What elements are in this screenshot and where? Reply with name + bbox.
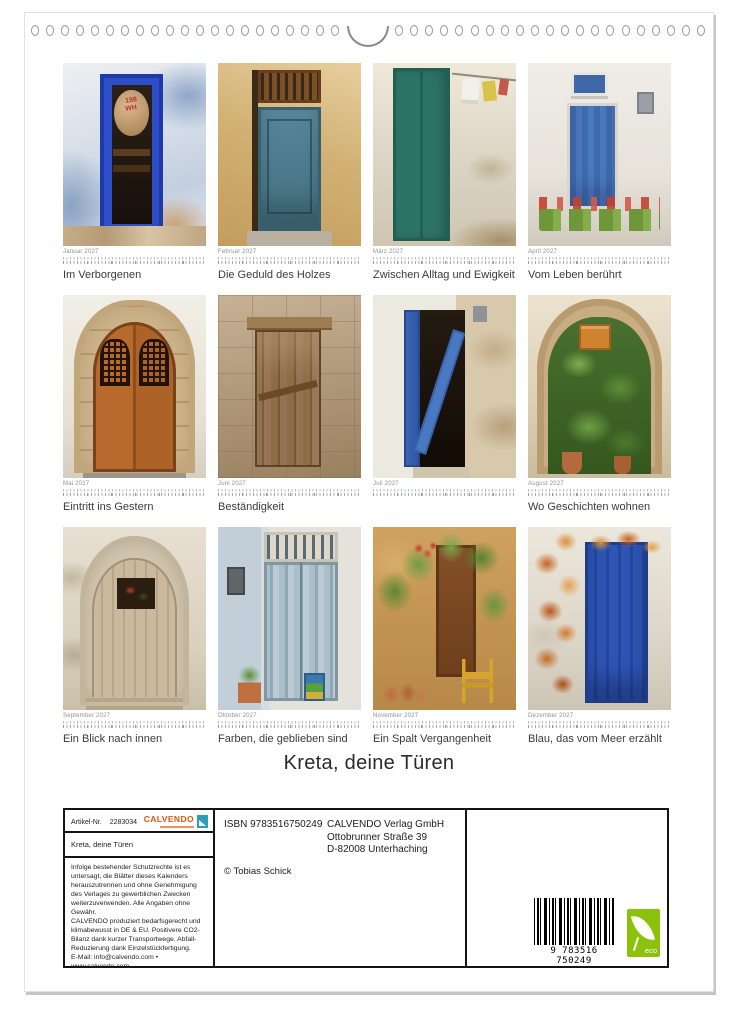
article-number-value: 2283034 — [109, 819, 137, 826]
legal-paragraph-1: Infolge bestehender Schutzrechte ist es untersagt, die Blätter dieses Kalenders herauszutrennen und ohne Genehmigung des Verlages zu gewerblichen Zwecken weiterzuverwenden. Alle Angaben ohne Gewähr. — [71, 864, 197, 916]
photo-august — [528, 295, 671, 478]
thumbnail-caption: Die Geduld des Holzes — [218, 269, 331, 281]
painted-box — [304, 673, 325, 700]
publisher-street: Ottobrunner Straße 39 — [327, 831, 428, 843]
iron-grille-right — [139, 339, 169, 387]
isbn-text: ISBN 9783516750249 — [224, 819, 323, 830]
eco-logo — [627, 909, 660, 957]
month-label: September 2027 — [63, 713, 111, 719]
door — [264, 562, 338, 701]
calvendo-icon — [197, 815, 208, 828]
info-box-right-column — [465, 810, 667, 966]
calendar-back-page — [24, 12, 714, 992]
thumbnail-caption: Zwischen Alltag und Ewigkeit — [373, 269, 515, 281]
calvendo-logo — [144, 815, 208, 828]
calendar-thumbnail-juli — [373, 295, 516, 506]
flower-pots — [539, 209, 659, 231]
terracotta-pots — [379, 677, 428, 706]
plant-pot — [238, 666, 261, 703]
crate — [579, 324, 610, 350]
thumbnail-caption: Blau, das vom Meer erzählt — [528, 733, 662, 745]
month-label: April 2027 — [528, 249, 558, 255]
calvendo-tagline-line — [160, 826, 194, 828]
barcode-bars — [534, 898, 614, 945]
photo-november — [373, 527, 516, 710]
info-box-left-column — [65, 810, 215, 970]
legal-website: www.calvendo.com — [71, 962, 130, 970]
autumn-vines-top — [585, 527, 664, 567]
window — [571, 72, 608, 96]
month-label: Dezember 2027 — [528, 713, 574, 719]
thumbnail-caption: Ein Blick nach innen — [63, 733, 163, 745]
photo-maerz — [373, 63, 516, 246]
photo-mai — [63, 295, 206, 478]
calendar-thumbnail-september — [63, 527, 206, 745]
step — [83, 473, 186, 478]
month-label: Juli 2027 — [373, 481, 399, 487]
mini-date-strip — [373, 257, 516, 264]
mini-date-strip — [63, 257, 206, 264]
legal-text-cell — [65, 858, 213, 978]
month-label: August 2027 — [528, 481, 564, 487]
mini-date-strip — [528, 489, 671, 496]
mini-date-strip — [218, 489, 361, 496]
article-number-cell — [65, 810, 213, 833]
calendar-thumbnail-november — [373, 527, 516, 745]
foliage — [379, 531, 511, 666]
mini-date-strip — [528, 257, 671, 264]
month-label: Juni 2027 — [218, 481, 246, 487]
mini-date-strip — [218, 721, 361, 728]
flower-pot — [562, 452, 582, 474]
laundry-yellow — [482, 81, 497, 102]
barrel-text-line2: WH — [125, 104, 138, 114]
hanger-hook — [347, 26, 389, 47]
door — [567, 103, 618, 209]
photo-september — [63, 527, 206, 710]
month-label: Februar 2027 — [218, 249, 257, 255]
ean-barcode — [531, 898, 617, 966]
transom-grille — [258, 70, 321, 103]
thumbnail-caption: Vom Leben berührt — [528, 269, 622, 281]
info-box — [63, 808, 669, 968]
laundry-white — [461, 77, 480, 104]
calendar-thumbnail-april — [528, 63, 671, 281]
photo-juni — [218, 295, 361, 478]
photo-dezember — [528, 527, 671, 710]
mini-date-strip — [373, 721, 516, 728]
legal-email: E-Mail: info@calvendo.com • — [71, 953, 159, 961]
door-window — [117, 578, 154, 609]
calvendo-wordmark: CALVENDO — [143, 814, 194, 824]
lintel — [247, 317, 333, 330]
mini-date-strip — [528, 721, 671, 728]
calendar-thumbnail-dezember — [528, 527, 671, 745]
electric-meter — [473, 306, 487, 322]
iron-grille-left — [100, 339, 130, 387]
shelf — [113, 149, 150, 156]
mini-date-strip — [63, 721, 206, 728]
threshold — [413, 467, 470, 478]
barrel — [114, 90, 148, 136]
publisher-address — [327, 819, 444, 857]
calendar-thumbnail-august — [528, 295, 671, 513]
flower-pot — [614, 456, 631, 474]
month-thumbnail-grid — [63, 63, 671, 745]
eco-label: eco — [644, 946, 657, 955]
red-flowers — [410, 538, 439, 564]
calendar-thumbnail-februar — [218, 63, 361, 281]
barcode-digits: 9 783516 750249 — [550, 946, 598, 966]
electric-meter — [227, 567, 246, 594]
transom-grille — [264, 532, 338, 561]
month-label: Mai 2027 — [63, 481, 90, 487]
yellow-chair — [462, 659, 493, 703]
calendar-thumbnail-mai — [63, 295, 206, 513]
door-jamb — [252, 70, 258, 231]
barrel-text-line1: 198 — [125, 96, 138, 106]
photo-februar — [218, 63, 361, 246]
steps — [86, 697, 183, 710]
page-title: Kreta, deine Türen — [283, 752, 455, 774]
month-label: November 2027 — [373, 713, 419, 719]
month-label: Oktober 2027 — [218, 713, 257, 719]
mini-date-strip — [373, 489, 516, 496]
copyright-text: © Tobias Schick — [224, 866, 292, 877]
laundry-red — [498, 79, 509, 97]
publisher-city: D-82008 Unterhaching — [327, 844, 428, 855]
publisher-name: CALVENDO Verlag GmbH — [327, 819, 445, 830]
spiral-binding — [25, 13, 713, 53]
photo-januar — [63, 63, 206, 246]
electric-meter — [637, 92, 654, 114]
mini-date-strip — [63, 489, 206, 496]
legal-paragraph-2: CALVENDO produziert bedarfsgerecht und klimabewusst in DE & EU. Positivere CO2-Bilanz dank kurzer Transportwege. Abfall-Reduzierung dank Einzelstückfertigung. — [71, 917, 201, 952]
step — [247, 231, 333, 246]
autumn-vines — [528, 527, 591, 710]
thumbnail-caption: Farben, die geblieben sind — [218, 733, 348, 745]
thumbnail-caption: Wo Geschichten wohnen — [528, 501, 651, 513]
month-label: Januar 2027 — [63, 249, 99, 255]
calendar-thumbnail-juni — [218, 295, 361, 513]
calendar-thumbnail-januar — [63, 63, 206, 281]
photo-juli — [373, 295, 516, 478]
door — [258, 107, 321, 231]
info-box-middle-column — [215, 810, 465, 966]
thumbnail-caption: Ein Spalt Vergangenheit — [373, 733, 492, 745]
stone-rubble — [63, 226, 206, 246]
photo-oktober — [218, 527, 361, 710]
article-number-label: Artikel-Nr. — [71, 819, 102, 826]
photo-april — [528, 63, 671, 246]
mini-date-strip — [218, 257, 361, 264]
month-label: März 2027 — [373, 249, 404, 255]
calendar-thumbnail-maerz — [373, 63, 516, 281]
thumbnail-caption: Eintritt ins Gestern — [63, 501, 154, 513]
door — [393, 68, 450, 240]
calendar-thumbnail-oktober — [218, 527, 361, 745]
product-title-cell: Kreta, deine Türen — [65, 833, 213, 858]
thumbnail-caption: Im Verborgenen — [63, 269, 142, 281]
thumbnail-caption: Beständigkeit — [218, 501, 285, 513]
